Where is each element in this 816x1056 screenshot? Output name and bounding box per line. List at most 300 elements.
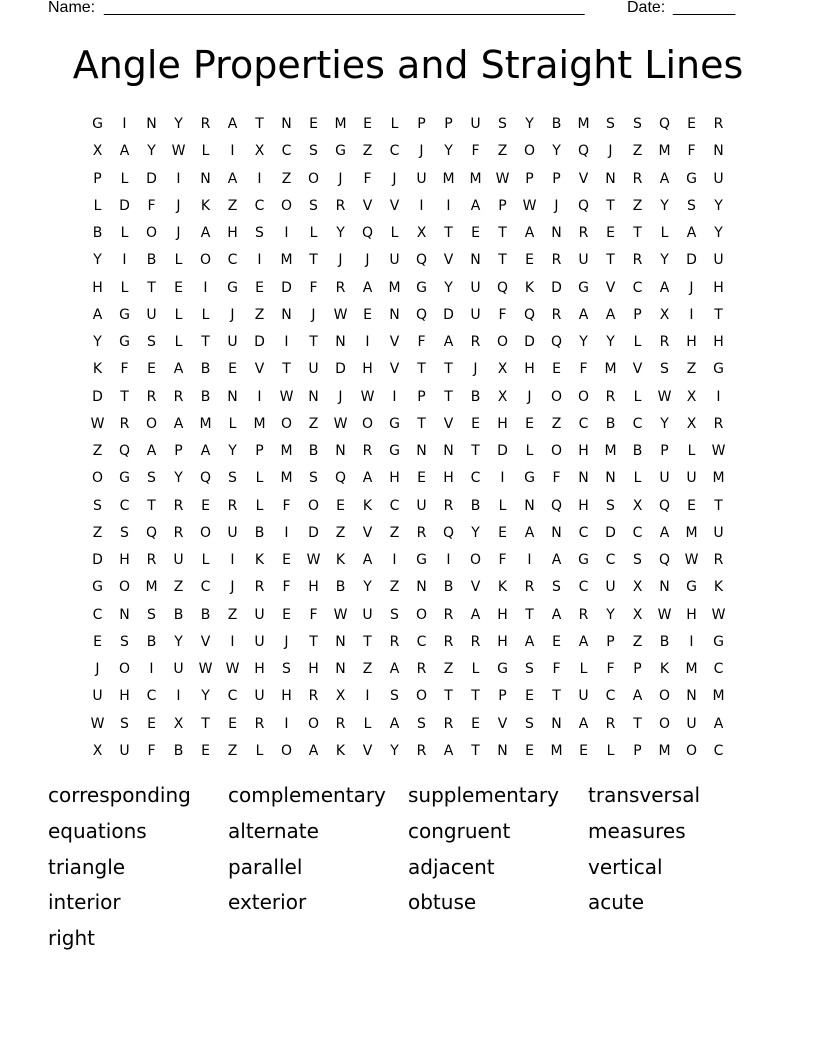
- grid-letter[interactable]: E: [255, 279, 264, 296]
- grid-letter[interactable]: K: [497, 579, 508, 596]
- grid-letter[interactable]: C: [632, 524, 643, 541]
- grid-letter[interactable]: F: [417, 334, 426, 351]
- grid-letter[interactable]: F: [147, 197, 156, 214]
- grid-letter[interactable]: F: [309, 606, 318, 623]
- grid-letter[interactable]: R: [443, 633, 454, 650]
- grid-letter[interactable]: I: [500, 470, 505, 487]
- grid-letter[interactable]: I: [230, 633, 235, 650]
- grid-letter[interactable]: U: [659, 470, 670, 487]
- grid-letter[interactable]: V: [632, 361, 643, 378]
- grid-letter[interactable]: Y: [93, 252, 102, 269]
- grid-letter[interactable]: R: [146, 552, 157, 569]
- grid-letter[interactable]: R: [551, 306, 562, 323]
- grid-letter[interactable]: K: [254, 552, 265, 569]
- grid-letter[interactable]: L: [390, 225, 399, 242]
- grid-letter[interactable]: Z: [551, 415, 562, 432]
- grid-letter[interactable]: M: [280, 252, 293, 269]
- grid-letter[interactable]: S: [390, 688, 399, 705]
- grid-letter[interactable]: R: [443, 497, 454, 514]
- grid-letter[interactable]: R: [416, 524, 427, 541]
- grid-letter[interactable]: J: [338, 252, 343, 269]
- grid-letter[interactable]: W: [684, 552, 699, 569]
- grid-letter[interactable]: Q: [550, 334, 563, 351]
- grid-letter[interactable]: B: [200, 388, 211, 405]
- grid-letter[interactable]: M: [604, 361, 617, 378]
- grid-letter[interactable]: W: [522, 197, 537, 214]
- grid-letter[interactable]: U: [686, 470, 697, 487]
- grid-letter[interactable]: E: [147, 361, 156, 378]
- grid-letter[interactable]: B: [335, 579, 346, 596]
- grid-letter[interactable]: G: [524, 470, 535, 487]
- grid-letter[interactable]: J: [230, 306, 235, 323]
- grid-letter[interactable]: N: [335, 443, 346, 460]
- grid-letter[interactable]: U: [308, 361, 319, 378]
- grid-letter[interactable]: C: [632, 279, 643, 296]
- grid-letter[interactable]: T: [147, 279, 156, 296]
- grid-letter[interactable]: U: [470, 306, 481, 323]
- grid-letter[interactable]: S: [606, 497, 615, 514]
- grid-letter[interactable]: K: [335, 552, 346, 569]
- grid-letter[interactable]: A: [389, 661, 400, 678]
- grid-letter[interactable]: U: [227, 334, 238, 351]
- grid-letter[interactable]: G: [713, 361, 724, 378]
- grid-letter[interactable]: R: [659, 334, 670, 351]
- grid-letter[interactable]: D: [443, 306, 454, 323]
- grid-letter[interactable]: N: [578, 470, 589, 487]
- grid-letter[interactable]: I: [446, 552, 451, 569]
- grid-letter[interactable]: Y: [660, 415, 669, 432]
- grid-letter[interactable]: X: [92, 143, 103, 160]
- grid-letter[interactable]: M: [199, 415, 212, 432]
- grid-letter[interactable]: I: [176, 170, 181, 187]
- grid-letter[interactable]: C: [389, 143, 400, 160]
- grid-letter[interactable]: W: [657, 388, 672, 405]
- grid-letter[interactable]: R: [416, 661, 427, 678]
- grid-letter[interactable]: L: [120, 170, 129, 187]
- grid-letter[interactable]: Z: [632, 143, 643, 160]
- grid-letter[interactable]: O: [118, 579, 131, 596]
- grid-letter[interactable]: T: [444, 688, 453, 705]
- grid-letter[interactable]: Q: [199, 470, 212, 487]
- grid-letter[interactable]: B: [443, 579, 454, 596]
- grid-letter[interactable]: H: [92, 279, 103, 296]
- grid-letter[interactable]: R: [578, 225, 589, 242]
- grid-letter[interactable]: V: [578, 170, 589, 187]
- grid-letter[interactable]: C: [227, 688, 238, 705]
- grid-letter[interactable]: N: [308, 388, 319, 405]
- grid-letter[interactable]: A: [200, 443, 211, 460]
- grid-letter[interactable]: S: [552, 579, 561, 596]
- grid-letter[interactable]: Z: [686, 361, 697, 378]
- grid-letter[interactable]: R: [524, 579, 535, 596]
- grid-letter[interactable]: Y: [390, 742, 399, 759]
- grid-letter[interactable]: C: [119, 497, 130, 514]
- grid-letter[interactable]: F: [498, 306, 507, 323]
- grid-letter[interactable]: X: [497, 388, 508, 405]
- grid-letter[interactable]: O: [361, 415, 374, 432]
- grid-letter[interactable]: A: [551, 552, 562, 569]
- grid-letter[interactable]: X: [335, 688, 346, 705]
- grid-letter[interactable]: T: [471, 742, 480, 759]
- grid-letter[interactable]: J: [392, 170, 397, 187]
- grid-letter[interactable]: E: [471, 225, 480, 242]
- grid-letter[interactable]: R: [389, 633, 400, 650]
- grid-letter[interactable]: E: [201, 742, 210, 759]
- grid-letter[interactable]: V: [389, 334, 400, 351]
- grid-letter[interactable]: A: [578, 715, 589, 732]
- grid-letter[interactable]: Z: [632, 197, 643, 214]
- grid-letter[interactable]: H: [686, 334, 697, 351]
- grid-letter[interactable]: Q: [523, 306, 536, 323]
- grid-letter[interactable]: O: [280, 415, 293, 432]
- grid-letter[interactable]: T: [498, 225, 507, 242]
- grid-letter[interactable]: X: [416, 225, 427, 242]
- grid-letter[interactable]: K: [659, 661, 670, 678]
- grid-letter[interactable]: S: [120, 715, 129, 732]
- grid-letter[interactable]: Y: [363, 579, 372, 596]
- grid-letter[interactable]: J: [311, 306, 316, 323]
- name-field-line[interactable]: ______________________________________________________: [104, 0, 585, 16]
- grid-letter[interactable]: J: [365, 252, 370, 269]
- grid-letter[interactable]: E: [228, 361, 237, 378]
- grid-letter[interactable]: R: [335, 279, 346, 296]
- grid-letter[interactable]: S: [633, 552, 642, 569]
- grid-letter[interactable]: M: [685, 661, 698, 678]
- grid-letter[interactable]: Y: [660, 252, 669, 269]
- grid-letter[interactable]: A: [686, 225, 697, 242]
- grid-letter[interactable]: D: [92, 552, 103, 569]
- grid-letter[interactable]: S: [309, 470, 318, 487]
- grid-letter[interactable]: N: [659, 579, 670, 596]
- grid-letter[interactable]: M: [550, 742, 563, 759]
- grid-letter[interactable]: E: [417, 470, 426, 487]
- grid-letter[interactable]: J: [419, 143, 424, 160]
- grid-letter[interactable]: C: [281, 143, 292, 160]
- grid-letter[interactable]: T: [714, 306, 723, 323]
- grid-letter[interactable]: A: [308, 742, 319, 759]
- grid-letter[interactable]: V: [470, 579, 481, 596]
- grid-letter[interactable]: U: [416, 170, 427, 187]
- grid-letter[interactable]: P: [498, 197, 507, 214]
- grid-letter[interactable]: W: [333, 306, 348, 323]
- grid-letter[interactable]: M: [712, 688, 725, 705]
- grid-letter[interactable]: I: [284, 715, 289, 732]
- grid-letter[interactable]: T: [633, 225, 642, 242]
- grid-letter[interactable]: Z: [227, 606, 238, 623]
- grid-letter[interactable]: A: [362, 552, 373, 569]
- grid-letter[interactable]: L: [174, 334, 183, 351]
- grid-letter[interactable]: U: [578, 688, 589, 705]
- grid-letter[interactable]: B: [146, 633, 157, 650]
- grid-letter[interactable]: S: [390, 606, 399, 623]
- grid-letter[interactable]: S: [525, 715, 534, 732]
- grid-letter[interactable]: W: [711, 606, 726, 623]
- grid-letter[interactable]: G: [119, 470, 130, 487]
- grid-letter[interactable]: V: [362, 197, 373, 214]
- grid-letter[interactable]: B: [254, 524, 265, 541]
- grid-letter[interactable]: D: [146, 170, 157, 187]
- grid-letter[interactable]: Z: [362, 143, 373, 160]
- grid-letter[interactable]: X: [632, 579, 643, 596]
- grid-letter[interactable]: L: [390, 116, 399, 133]
- grid-letter[interactable]: N: [470, 252, 481, 269]
- grid-letter[interactable]: Y: [714, 197, 723, 214]
- grid-letter[interactable]: U: [119, 742, 130, 759]
- grid-letter[interactable]: F: [309, 279, 318, 296]
- grid-letter[interactable]: B: [308, 443, 319, 460]
- grid-letter[interactable]: A: [173, 415, 184, 432]
- grid-letter[interactable]: N: [443, 443, 454, 460]
- grid-letter[interactable]: K: [713, 579, 724, 596]
- grid-letter[interactable]: H: [362, 361, 373, 378]
- grid-letter[interactable]: C: [146, 688, 157, 705]
- grid-letter[interactable]: D: [551, 279, 562, 296]
- grid-letter[interactable]: I: [365, 688, 370, 705]
- grid-letter[interactable]: C: [713, 661, 724, 678]
- grid-letter[interactable]: L: [498, 497, 507, 514]
- grid-letter[interactable]: C: [578, 524, 589, 541]
- grid-letter[interactable]: J: [284, 633, 289, 650]
- grid-letter[interactable]: Q: [361, 225, 374, 242]
- grid-letter[interactable]: Y: [444, 279, 453, 296]
- grid-letter[interactable]: I: [284, 225, 289, 242]
- grid-letter[interactable]: I: [419, 197, 424, 214]
- grid-letter[interactable]: A: [119, 143, 130, 160]
- grid-letter[interactable]: Y: [606, 606, 615, 623]
- grid-letter[interactable]: O: [91, 470, 104, 487]
- grid-letter[interactable]: A: [524, 524, 535, 541]
- grid-letter[interactable]: R: [443, 715, 454, 732]
- grid-letter[interactable]: O: [415, 688, 428, 705]
- grid-letter[interactable]: A: [659, 279, 670, 296]
- grid-letter[interactable]: R: [362, 443, 373, 460]
- grid-letter[interactable]: O: [307, 715, 320, 732]
- grid-letter[interactable]: U: [686, 715, 697, 732]
- grid-letter[interactable]: P: [444, 116, 453, 133]
- grid-letter[interactable]: Y: [660, 197, 669, 214]
- grid-letter[interactable]: A: [200, 225, 211, 242]
- grid-letter[interactable]: Y: [174, 470, 183, 487]
- grid-letter[interactable]: M: [658, 742, 671, 759]
- grid-letter[interactable]: M: [658, 143, 671, 160]
- grid-letter[interactable]: V: [443, 252, 454, 269]
- grid-letter[interactable]: S: [93, 497, 102, 514]
- grid-letter[interactable]: S: [147, 334, 156, 351]
- grid-letter[interactable]: E: [309, 116, 318, 133]
- grid-letter[interactable]: L: [255, 742, 264, 759]
- grid-letter[interactable]: I: [689, 306, 694, 323]
- grid-letter[interactable]: V: [389, 361, 400, 378]
- grid-letter[interactable]: Q: [415, 306, 428, 323]
- grid-letter[interactable]: R: [713, 552, 724, 569]
- grid-letter[interactable]: C: [200, 579, 211, 596]
- grid-letter[interactable]: A: [389, 715, 400, 732]
- grid-letter[interactable]: H: [119, 552, 130, 569]
- grid-letter[interactable]: G: [578, 552, 589, 569]
- grid-letter[interactable]: A: [146, 443, 157, 460]
- grid-letter[interactable]: G: [578, 279, 589, 296]
- grid-letter[interactable]: A: [362, 279, 373, 296]
- grid-letter[interactable]: C: [389, 497, 400, 514]
- grid-letter[interactable]: F: [498, 552, 507, 569]
- grid-letter[interactable]: L: [201, 306, 210, 323]
- grid-letter[interactable]: E: [579, 742, 588, 759]
- grid-letter[interactable]: L: [660, 225, 669, 242]
- grid-letter[interactable]: F: [120, 361, 129, 378]
- grid-letter[interactable]: U: [470, 279, 481, 296]
- grid-letter[interactable]: H: [713, 334, 724, 351]
- grid-letter[interactable]: K: [92, 361, 103, 378]
- grid-letter[interactable]: U: [713, 252, 724, 269]
- grid-letter[interactable]: D: [308, 524, 319, 541]
- grid-letter[interactable]: N: [281, 116, 292, 133]
- grid-letter[interactable]: Y: [444, 143, 453, 160]
- grid-letter[interactable]: Q: [496, 279, 509, 296]
- grid-letter[interactable]: J: [689, 279, 694, 296]
- grid-letter[interactable]: U: [173, 552, 184, 569]
- grid-letter[interactable]: H: [443, 470, 454, 487]
- grid-letter[interactable]: S: [498, 116, 507, 133]
- grid-letter[interactable]: T: [417, 361, 426, 378]
- grid-letter[interactable]: V: [362, 524, 373, 541]
- grid-letter[interactable]: P: [633, 661, 642, 678]
- grid-letter[interactable]: V: [389, 197, 400, 214]
- grid-letter[interactable]: R: [578, 606, 589, 623]
- grid-letter[interactable]: Y: [606, 334, 615, 351]
- grid-letter[interactable]: Y: [579, 334, 588, 351]
- grid-letter[interactable]: T: [606, 197, 615, 214]
- grid-letter[interactable]: O: [280, 742, 293, 759]
- grid-letter[interactable]: A: [551, 606, 562, 623]
- grid-letter[interactable]: Q: [145, 524, 158, 541]
- grid-letter[interactable]: D: [254, 334, 265, 351]
- grid-letter[interactable]: Z: [227, 197, 238, 214]
- grid-letter[interactable]: Z: [308, 415, 319, 432]
- grid-letter[interactable]: C: [578, 579, 589, 596]
- grid-letter[interactable]: N: [146, 116, 157, 133]
- grid-letter[interactable]: T: [309, 633, 318, 650]
- grid-letter[interactable]: R: [605, 715, 616, 732]
- grid-letter[interactable]: E: [525, 688, 534, 705]
- grid-letter[interactable]: X: [497, 361, 508, 378]
- grid-letter[interactable]: I: [392, 388, 397, 405]
- grid-letter[interactable]: A: [173, 361, 184, 378]
- grid-letter[interactable]: Z: [443, 661, 454, 678]
- grid-letter[interactable]: R: [335, 715, 346, 732]
- grid-letter[interactable]: K: [524, 279, 535, 296]
- grid-letter[interactable]: E: [93, 633, 102, 650]
- grid-letter[interactable]: W: [711, 443, 726, 460]
- grid-letter[interactable]: D: [92, 388, 103, 405]
- grid-letter[interactable]: D: [686, 252, 697, 269]
- grid-letter[interactable]: J: [608, 143, 613, 160]
- grid-letter[interactable]: U: [254, 606, 265, 623]
- grid-letter[interactable]: L: [525, 443, 534, 460]
- grid-letter[interactable]: G: [335, 143, 346, 160]
- grid-letter[interactable]: L: [228, 415, 237, 432]
- grid-letter[interactable]: X: [632, 606, 643, 623]
- grid-letter[interactable]: J: [176, 225, 181, 242]
- grid-letter[interactable]: L: [471, 661, 480, 678]
- grid-letter[interactable]: S: [147, 470, 156, 487]
- grid-letter[interactable]: I: [176, 688, 181, 705]
- grid-letter[interactable]: H: [686, 606, 697, 623]
- grid-letter[interactable]: M: [334, 116, 347, 133]
- grid-letter[interactable]: Z: [632, 633, 643, 650]
- grid-letter[interactable]: G: [686, 170, 697, 187]
- grid-letter[interactable]: H: [578, 443, 589, 460]
- grid-letter[interactable]: O: [496, 334, 509, 351]
- grid-letter[interactable]: P: [633, 306, 642, 323]
- grid-letter[interactable]: R: [632, 252, 643, 269]
- grid-letter[interactable]: D: [281, 279, 292, 296]
- grid-letter[interactable]: G: [119, 334, 130, 351]
- grid-letter[interactable]: G: [416, 279, 427, 296]
- grid-letter[interactable]: L: [633, 334, 642, 351]
- grid-letter[interactable]: P: [93, 170, 102, 187]
- grid-letter[interactable]: S: [687, 197, 696, 214]
- grid-letter[interactable]: A: [443, 334, 454, 351]
- grid-letter[interactable]: X: [254, 143, 265, 160]
- grid-letter[interactable]: R: [443, 606, 454, 623]
- grid-letter[interactable]: Y: [147, 143, 156, 160]
- grid-letter[interactable]: S: [606, 116, 615, 133]
- grid-letter[interactable]: A: [227, 170, 238, 187]
- grid-letter[interactable]: O: [415, 606, 428, 623]
- grid-letter[interactable]: Y: [174, 633, 183, 650]
- grid-letter[interactable]: I: [122, 252, 127, 269]
- grid-letter[interactable]: B: [605, 415, 616, 432]
- grid-letter[interactable]: T: [714, 497, 723, 514]
- grid-letter[interactable]: R: [416, 742, 427, 759]
- grid-letter[interactable]: E: [525, 742, 534, 759]
- grid-letter[interactable]: B: [173, 742, 184, 759]
- grid-letter[interactable]: B: [470, 497, 481, 514]
- grid-letter[interactable]: R: [146, 388, 157, 405]
- grid-letter[interactable]: I: [230, 552, 235, 569]
- grid-letter[interactable]: R: [632, 170, 643, 187]
- grid-letter[interactable]: D: [605, 524, 616, 541]
- grid-letter[interactable]: F: [282, 579, 291, 596]
- grid-letter[interactable]: E: [525, 415, 534, 432]
- grid-letter[interactable]: W: [198, 661, 213, 678]
- grid-letter[interactable]: E: [687, 497, 696, 514]
- grid-letter[interactable]: N: [335, 661, 346, 678]
- grid-letter[interactable]: L: [120, 225, 129, 242]
- grid-letter[interactable]: W: [333, 415, 348, 432]
- grid-letter[interactable]: X: [173, 715, 184, 732]
- grid-letter[interactable]: O: [199, 252, 212, 269]
- grid-letter[interactable]: Z: [362, 661, 373, 678]
- grid-letter[interactable]: N: [713, 143, 724, 160]
- grid-letter[interactable]: G: [713, 633, 724, 650]
- grid-letter[interactable]: O: [550, 388, 563, 405]
- grid-letter[interactable]: A: [713, 715, 724, 732]
- grid-letter[interactable]: O: [550, 443, 563, 460]
- grid-letter[interactable]: N: [335, 334, 346, 351]
- grid-letter[interactable]: U: [92, 688, 103, 705]
- grid-letter[interactable]: D: [335, 361, 346, 378]
- grid-letter[interactable]: V: [362, 742, 373, 759]
- grid-letter[interactable]: N: [416, 579, 427, 596]
- grid-letter[interactable]: Z: [389, 524, 400, 541]
- grid-letter[interactable]: T: [525, 606, 534, 623]
- grid-letter[interactable]: C: [416, 633, 427, 650]
- grid-letter[interactable]: T: [444, 225, 453, 242]
- grid-letter[interactable]: W: [306, 552, 321, 569]
- grid-letter[interactable]: V: [497, 715, 508, 732]
- grid-letter[interactable]: I: [527, 552, 532, 569]
